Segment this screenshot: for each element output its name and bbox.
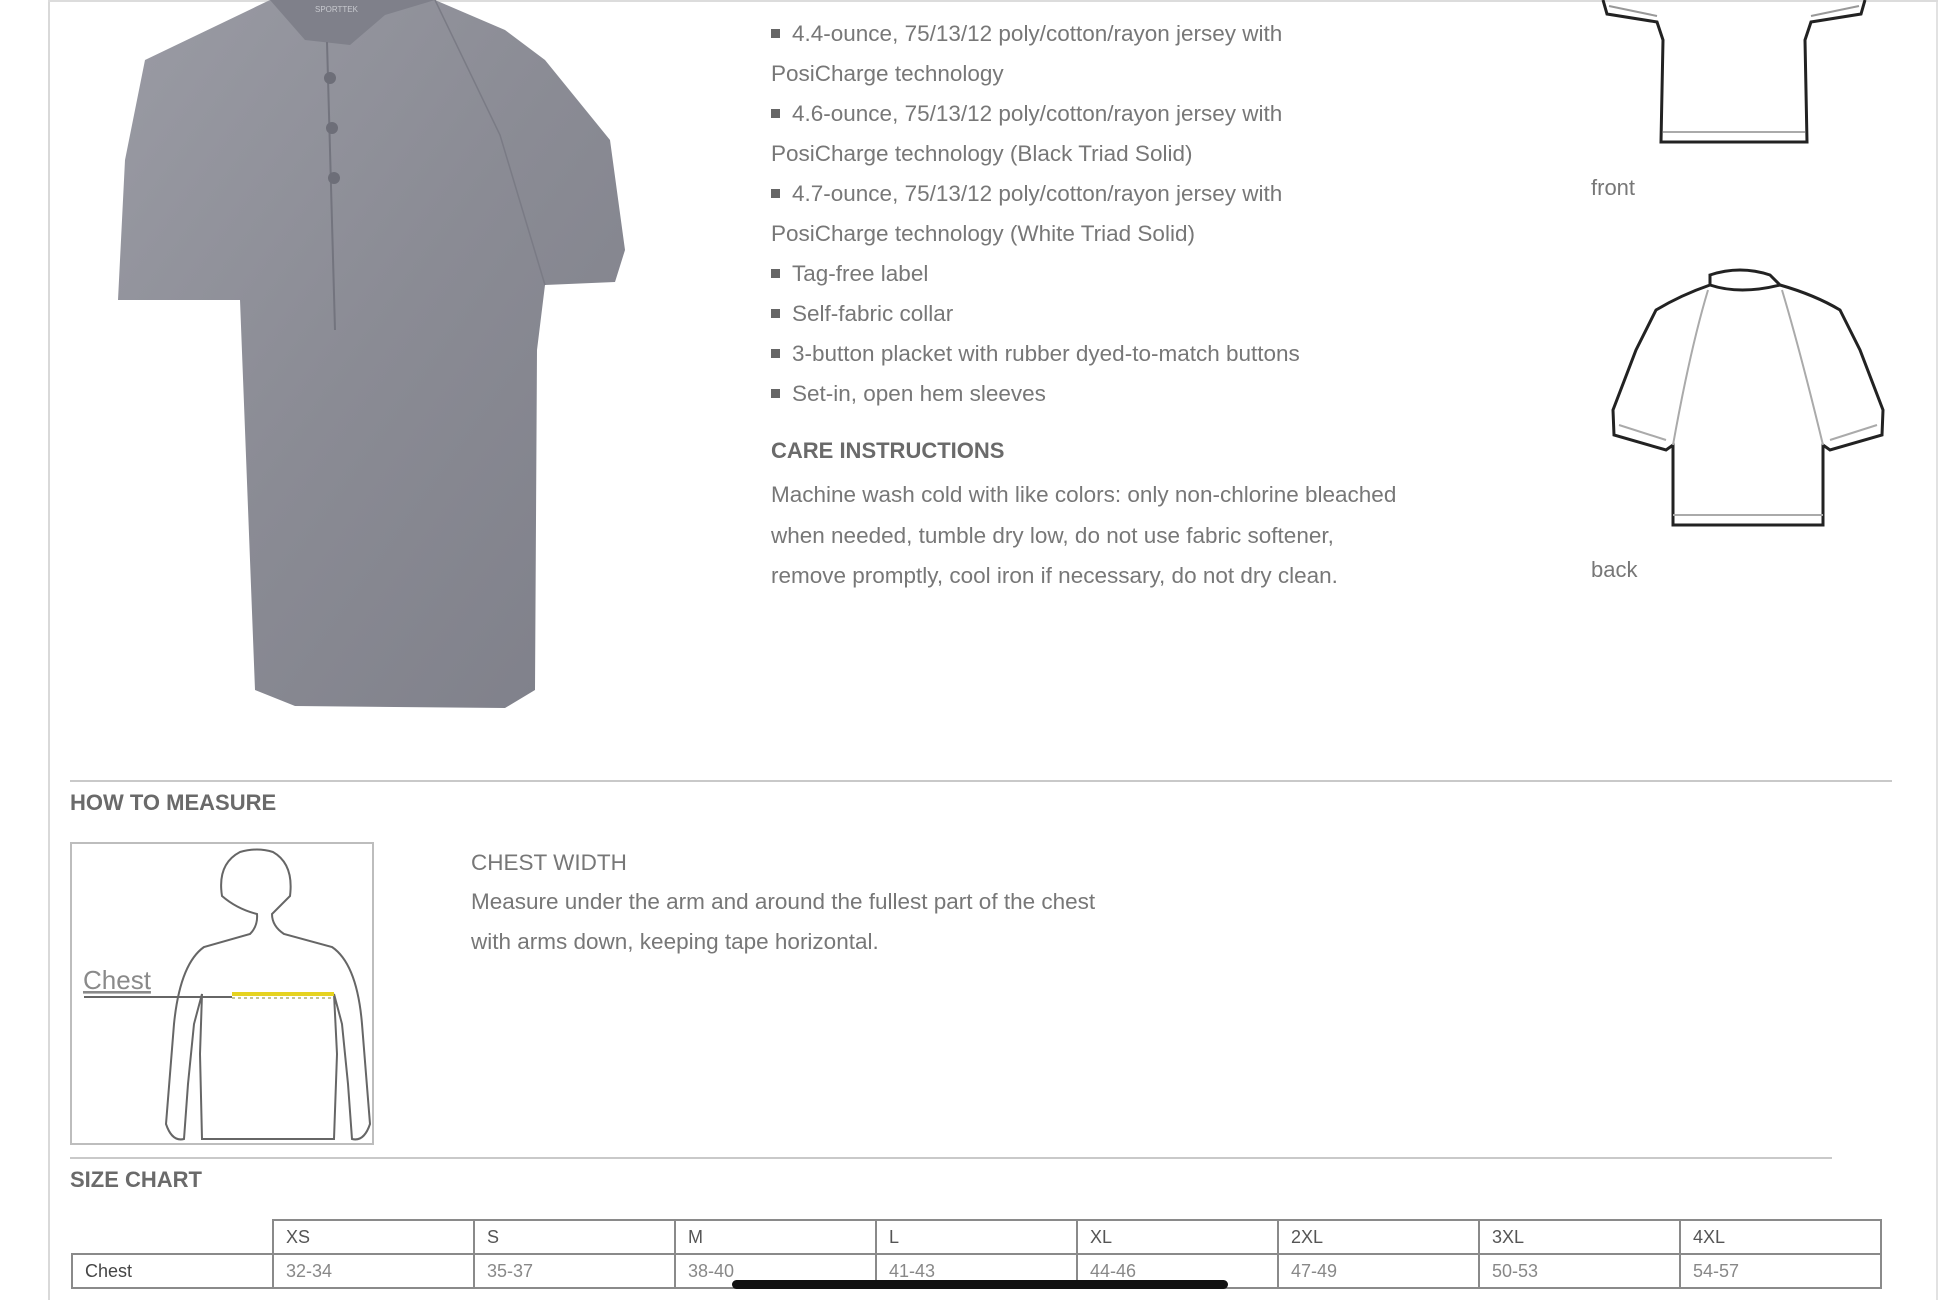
size-header-cell: S — [474, 1220, 675, 1254]
table-cell: 41-43 — [876, 1254, 1077, 1288]
bullet-icon — [771, 109, 780, 118]
bullet-icon — [771, 349, 780, 358]
size-header-cell: L — [876, 1220, 1077, 1254]
size-header-cell: XL — [1077, 1220, 1278, 1254]
size-header-cell: 4XL — [1680, 1220, 1881, 1254]
bullet-icon — [771, 29, 780, 38]
feature-item: 4.7-ounce, 75/13/12 poly/cotton/rayon jersey with PosiCharge technology (White Triad Solid) — [771, 181, 1283, 246]
table-cell: 38-40 — [675, 1254, 876, 1288]
size-chart-table — [71, 1219, 1882, 1289]
table-cell: 50-53 — [1479, 1254, 1680, 1288]
back-sketch-image — [1595, 240, 1885, 540]
page-frame-left — [48, 0, 50, 1300]
size-header-cell: M — [675, 1220, 876, 1254]
chest-width-description: Measure under the arm and around the fullest part of the chest with arms down, keeping tape horizontal. — [471, 889, 1096, 954]
section-divider — [70, 1157, 1832, 1159]
table-cell: 54-57 — [1680, 1254, 1881, 1288]
table-cell: 44-46 — [1077, 1254, 1278, 1288]
home-indicator-bar[interactable] — [732, 1280, 1228, 1289]
body-outline-illustration — [72, 844, 372, 1143]
size-header-cell: 2XL — [1278, 1220, 1479, 1254]
chest-figure-label: Chest — [83, 965, 151, 995]
feature-list — [771, 14, 1391, 414]
how-to-measure-heading: HOW TO MEASURE — [70, 790, 277, 815]
row-label: Chest — [72, 1254, 273, 1288]
page-frame-right — [1936, 0, 1938, 1300]
brand-label: SPORTTEK — [315, 5, 358, 14]
bullet-icon — [771, 389, 780, 398]
section-divider — [70, 780, 1892, 782]
table-cell: 32-34 — [273, 1254, 474, 1288]
back-label: back — [1591, 557, 1638, 582]
table-cell: 35-37 — [474, 1254, 675, 1288]
feature-item: 4.6-ounce, 75/13/12 poly/cotton/rayon jersey with PosiCharge technology (Black Triad Solid) — [771, 101, 1283, 166]
bullet-icon — [771, 189, 780, 198]
feature-item: Tag-free label — [771, 254, 1391, 294]
size-header-cell: XS — [273, 1220, 474, 1254]
care-instructions-heading: CARE INSTRUCTIONS — [771, 438, 1005, 463]
chest-width-title: CHEST WIDTH — [471, 850, 627, 875]
feature-item: Self-fabric collar — [771, 294, 1391, 334]
product-photo — [105, 0, 645, 720]
measure-figure-image — [70, 842, 374, 1145]
feature-item: Set-in, open hem sleeves — [771, 374, 1391, 414]
front-label: front — [1591, 175, 1636, 200]
bullet-icon — [771, 309, 780, 318]
size-header-cell: 3XL — [1479, 1220, 1680, 1254]
table-cell: 47-49 — [1278, 1254, 1479, 1288]
feature-item: 3-button placket with rubber dyed-to-match buttons — [771, 334, 1391, 374]
bullet-icon — [771, 269, 780, 278]
feature-item: 4.4-ounce, 75/13/12 poly/cotton/rayon jersey with PosiCharge technology — [771, 21, 1283, 86]
size-chart-heading: SIZE CHART — [70, 1167, 202, 1192]
front-sketch-image — [1595, 0, 1885, 150]
care-instructions-text: Machine wash cold with like colors: only non-chlorine bleached when needed, tumble dry low, do not use fabric softener, remove promptly, cool iron if necessary, do not dry clean. — [771, 482, 1397, 588]
size-header-row — [72, 1220, 1881, 1254]
size-header-corner — [72, 1220, 273, 1254]
